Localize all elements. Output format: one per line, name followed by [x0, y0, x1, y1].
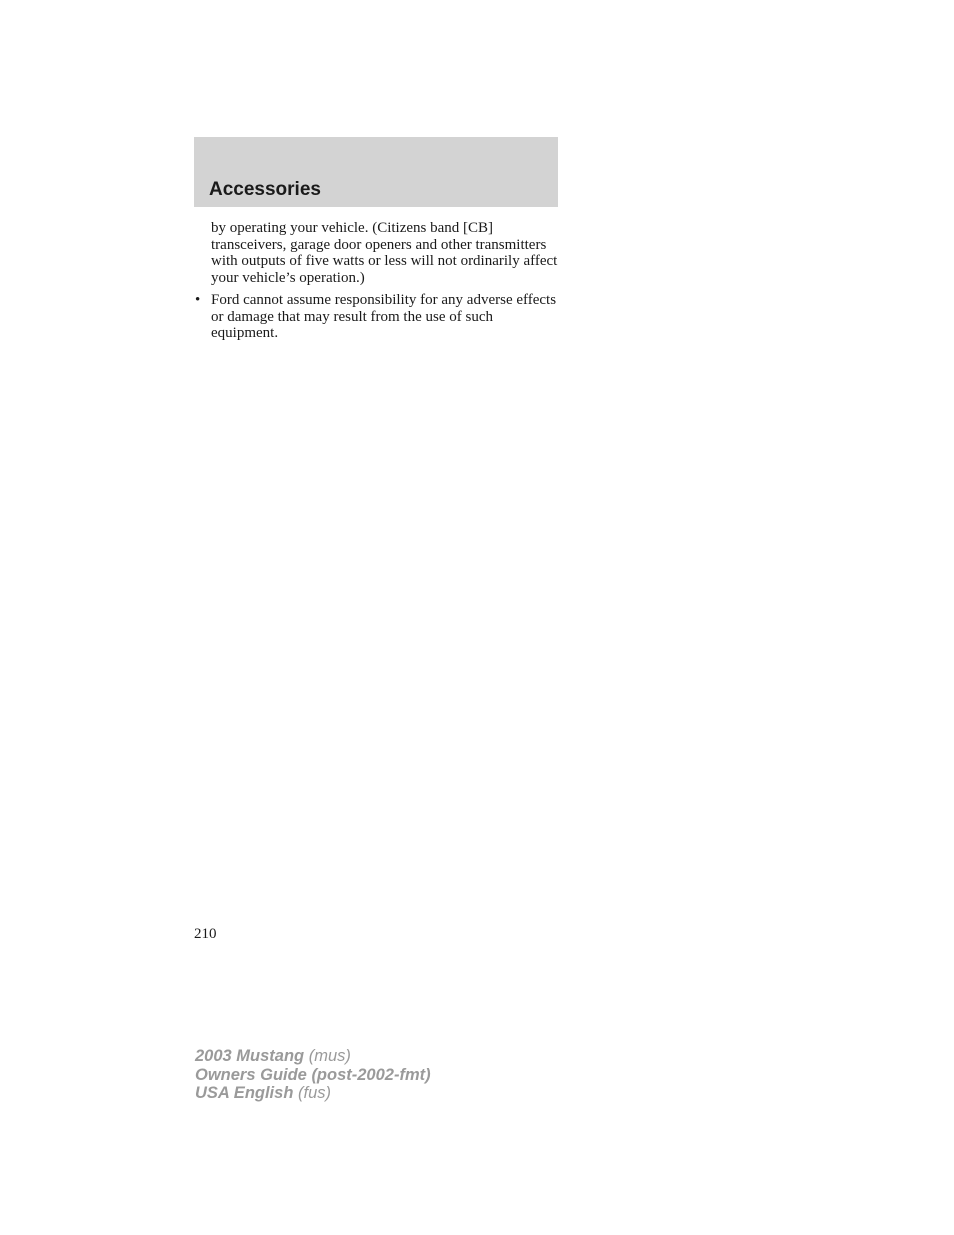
footer-model: 2003 Mustang — [195, 1047, 305, 1065]
footer-language: USA English — [195, 1084, 294, 1102]
section-title: Accessories — [209, 179, 321, 200]
footer-line-1 — [195, 1047, 431, 1066]
page-number: 210 — [194, 926, 217, 942]
bullet-text: Ford cannot assume responsibility for any adverse effects or damage that may result from the use of such equipment. — [211, 292, 557, 341]
footer-model-code: (mus) — [308, 1047, 351, 1065]
footer-language-code: (fus) — [298, 1084, 331, 1102]
bullet-icon: • — [195, 292, 201, 308]
bullet-item — [194, 292, 560, 342]
document-footer — [195, 1047, 431, 1103]
footer-line-3 — [195, 1084, 431, 1103]
footer-line-2 — [195, 1066, 431, 1085]
footer-guide: Owners Guide (post-2002-fmt) — [195, 1065, 431, 1084]
body-text — [194, 220, 560, 342]
continuation-paragraph: by operating your vehicle. (Citizens band [CB] transceivers, garage door openers and other transmitters with outputs of five watts or less will not ordinarily affect your vehicle’s operation.) — [211, 220, 558, 286]
section-header — [194, 137, 558, 207]
